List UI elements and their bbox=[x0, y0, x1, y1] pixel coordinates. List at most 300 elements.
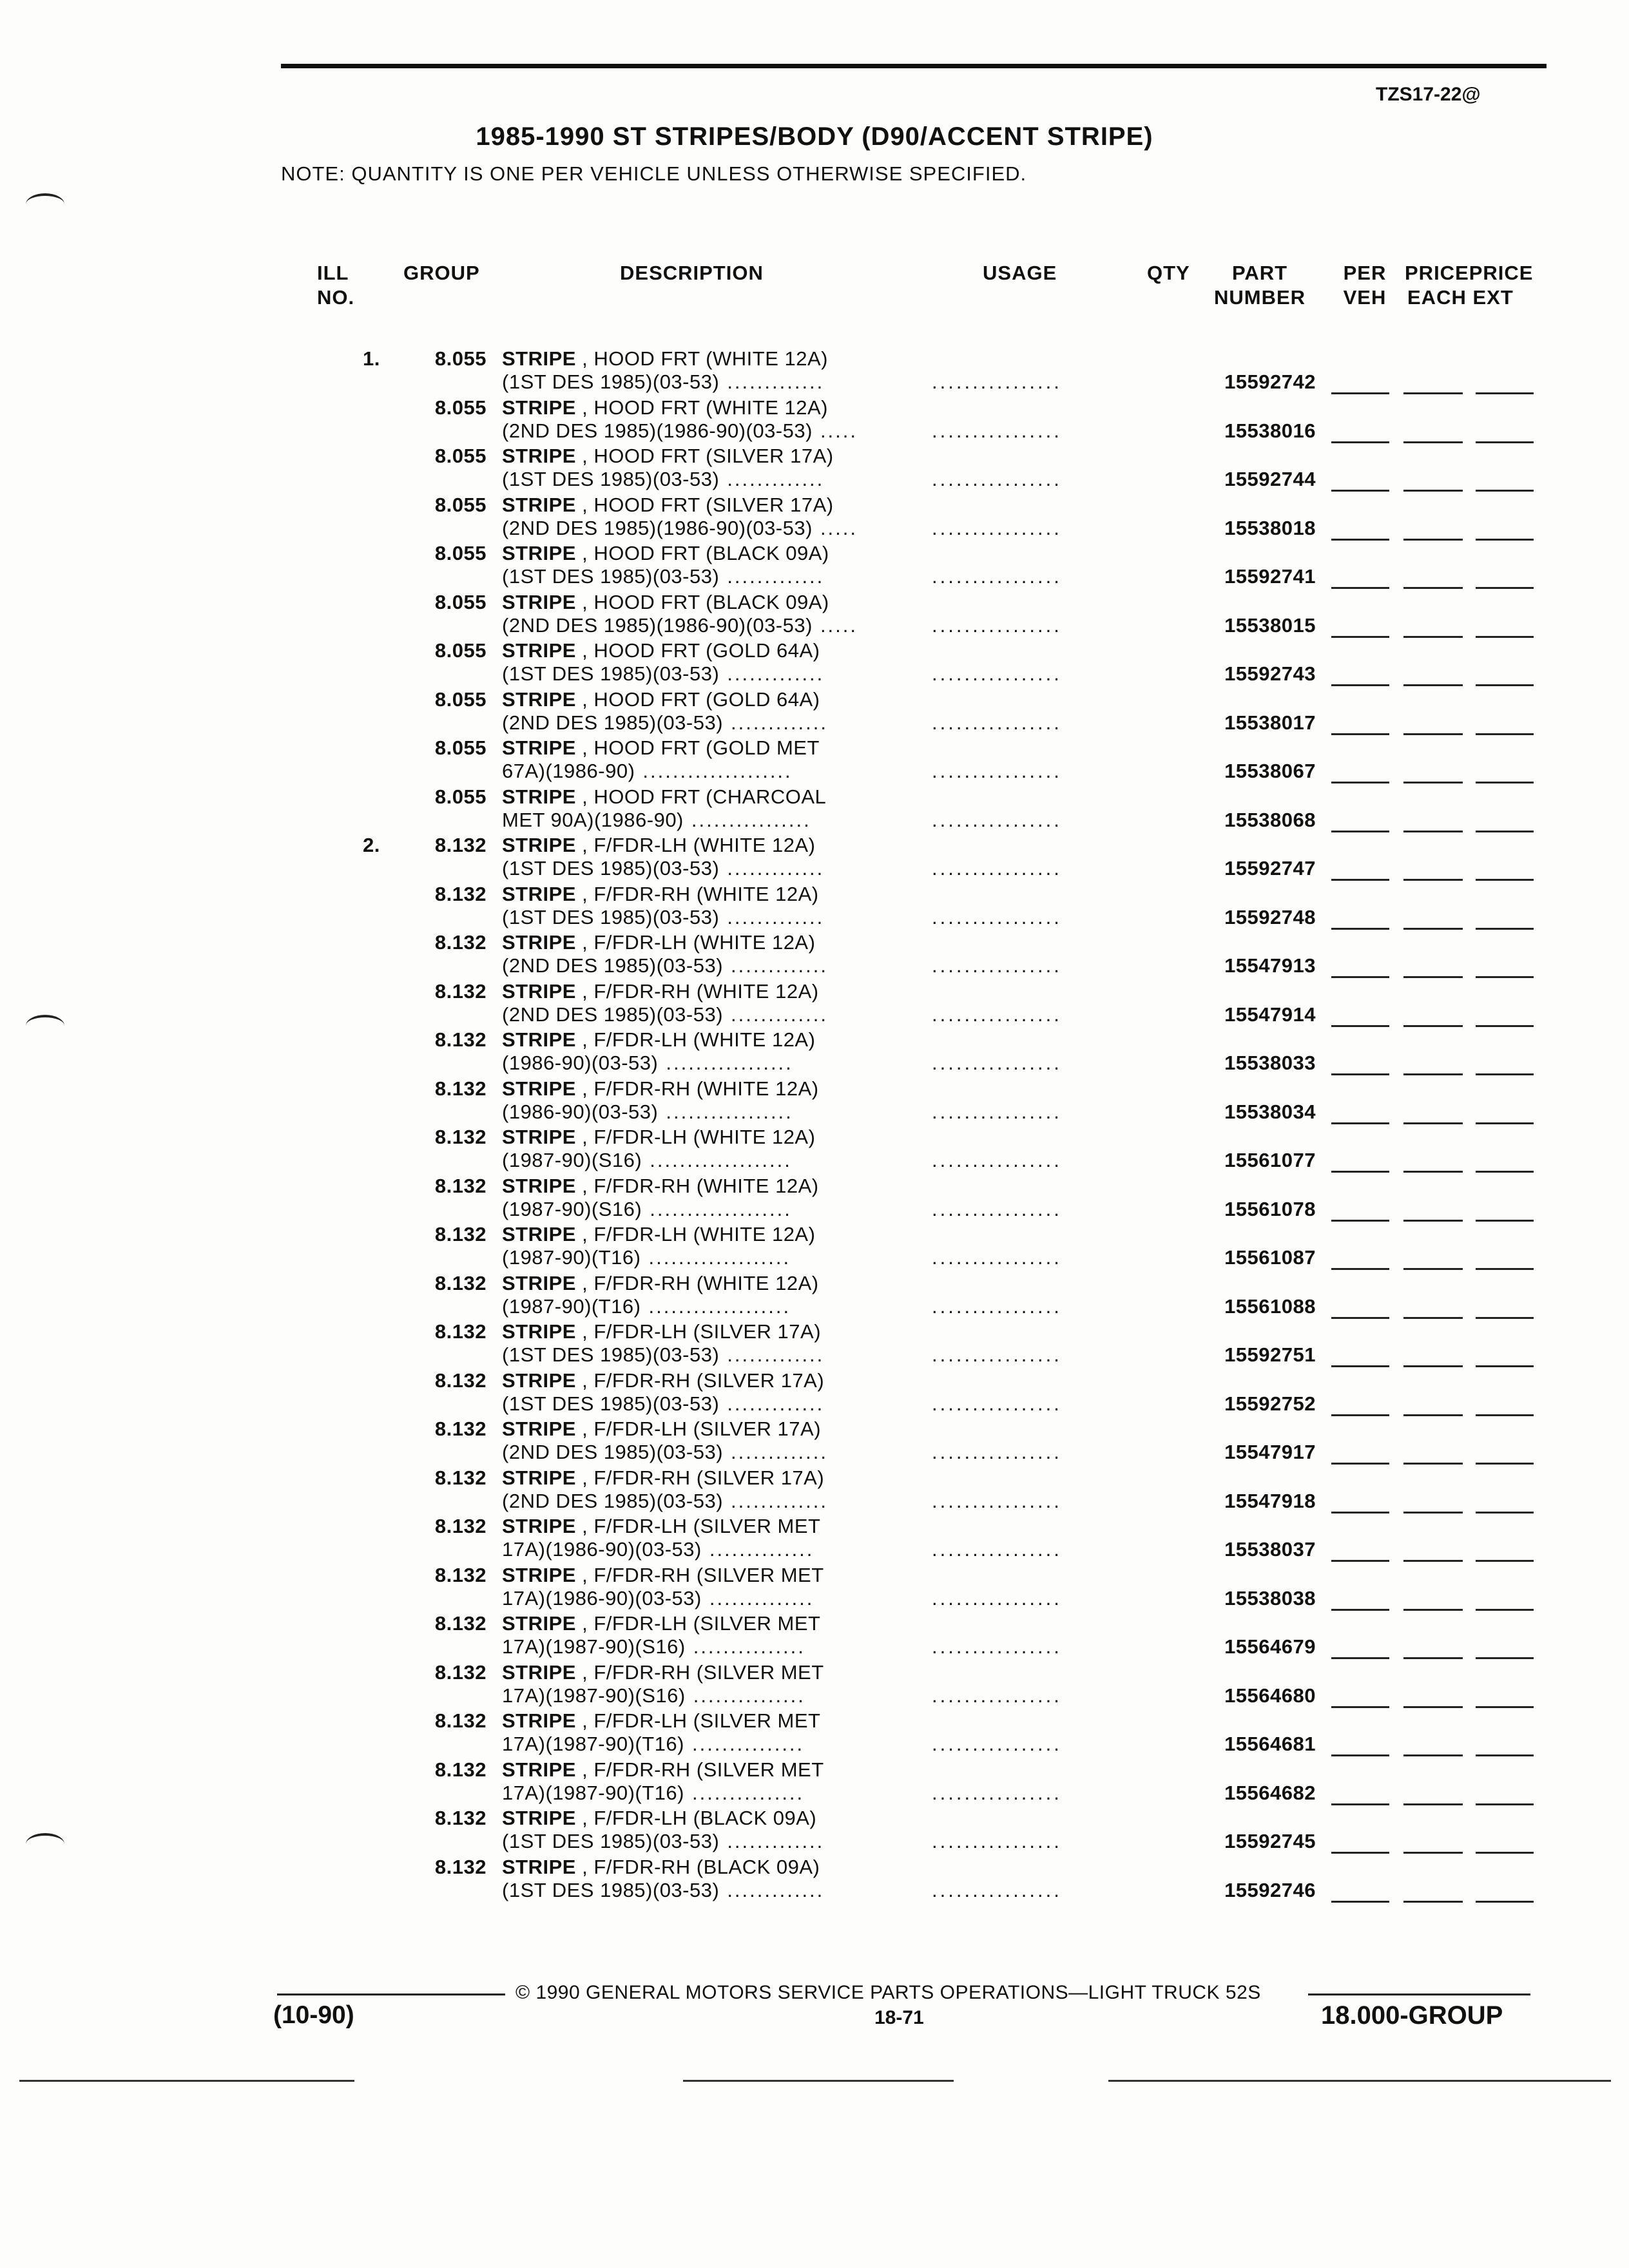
header-each-ext bbox=[1405, 285, 1533, 310]
quantity-note: NOTE: QUANTITY IS ONE PER VEHICLE UNLESS OTHERWISE SPECIFIED. bbox=[281, 162, 1027, 185]
part-number: 15592748 bbox=[1224, 905, 1316, 928]
leader-dots: .................... bbox=[642, 760, 793, 782]
description-line-1 bbox=[502, 1709, 821, 1733]
table-row bbox=[0, 1123, 1629, 1172]
header-part-label: PART bbox=[1231, 262, 1288, 284]
item-detail: , F/FDR-RH (WHITE 12A) bbox=[582, 882, 819, 905]
description-line-1 bbox=[502, 494, 834, 517]
usage-leader: ................ bbox=[932, 1441, 1062, 1463]
header-price bbox=[1405, 261, 1533, 310]
footer-rule-left bbox=[277, 1994, 505, 1995]
ill-number: 1. bbox=[363, 347, 380, 370]
description-line-2 bbox=[502, 711, 828, 735]
item-detail: , F/FDR-RH (WHITE 12A) bbox=[582, 1077, 819, 1100]
description-line-2 bbox=[502, 1295, 791, 1318]
item-detail: , F/FDR-RH (SILVER MET bbox=[582, 1660, 824, 1684]
leader-dots: ................... bbox=[650, 1197, 792, 1220]
item-detail: , F/FDR-RH (WHITE 12A) bbox=[582, 1271, 819, 1294]
item-name: STRIPE bbox=[502, 1271, 576, 1294]
item-detail: , F/FDR-RH (SILVER MET bbox=[582, 1758, 824, 1781]
leader-dots: ................... bbox=[648, 1294, 791, 1318]
item-name: STRIPE bbox=[502, 639, 576, 662]
usage-leader: ................ bbox=[932, 1343, 1062, 1366]
item-spec: (1ST DES 1985)(03-53) bbox=[502, 1878, 720, 1901]
table-row bbox=[0, 831, 1629, 880]
group-number: 8.055 bbox=[434, 590, 487, 613]
group-number: 8.055 bbox=[434, 639, 487, 662]
group-number: 8.132 bbox=[434, 1077, 487, 1100]
table-row bbox=[0, 1512, 1629, 1561]
bottom-rule-left bbox=[19, 2080, 354, 2082]
description-line-2 bbox=[502, 565, 824, 588]
item-name: STRIPE bbox=[502, 979, 576, 1003]
leader-dots: ............. bbox=[727, 905, 825, 928]
usage-leader: ................ bbox=[932, 1635, 1062, 1658]
part-number: 15592752 bbox=[1224, 1392, 1316, 1415]
group-number: 8.132 bbox=[434, 1369, 487, 1392]
leader-dots: ............. bbox=[727, 1878, 825, 1901]
description-line-2 bbox=[502, 1100, 793, 1124]
part-number: 15538034 bbox=[1224, 1100, 1316, 1123]
usage-leader: ................ bbox=[932, 1197, 1062, 1220]
part-number: 15561088 bbox=[1224, 1294, 1316, 1318]
table-row bbox=[0, 977, 1629, 1026]
part-number: 15592744 bbox=[1224, 468, 1316, 490]
usage-leader: ................ bbox=[932, 1781, 1062, 1804]
table-row bbox=[0, 1707, 1629, 1756]
part-number: 15538038 bbox=[1224, 1586, 1316, 1610]
description-line-1 bbox=[502, 1126, 815, 1149]
item-spec: 17A)(1987-90)(S16) bbox=[502, 1635, 686, 1658]
part-number: 15564680 bbox=[1224, 1684, 1316, 1707]
item-detail: , F/FDR-LH (SILVER MET bbox=[582, 1515, 821, 1537]
table-row bbox=[0, 1075, 1629, 1124]
item-name: STRIPE bbox=[502, 1320, 576, 1343]
price-ext-blank bbox=[1476, 1901, 1534, 1903]
item-detail: , F/FDR-LH (BLACK 09A) bbox=[582, 1807, 817, 1829]
item-name: STRIPE bbox=[502, 1466, 576, 1489]
item-spec: (1ST DES 1985)(03-53) bbox=[502, 857, 720, 879]
table-row bbox=[0, 734, 1629, 783]
item-detail: , F/FDR-LH (WHITE 12A) bbox=[582, 1028, 816, 1051]
part-number: 15547914 bbox=[1224, 1003, 1316, 1026]
item-spec: (1ST DES 1985)(03-53) bbox=[502, 1343, 720, 1366]
part-number: 15561087 bbox=[1224, 1246, 1316, 1269]
description-line-1 bbox=[502, 1564, 824, 1587]
description-line-2 bbox=[502, 954, 828, 977]
item-name: STRIPE bbox=[502, 1126, 576, 1148]
description-line-2 bbox=[502, 809, 811, 832]
item-spec: (1987-90)(T16) bbox=[502, 1246, 641, 1269]
item-detail: , HOOD FRT (GOLD MET bbox=[582, 736, 820, 759]
item-name: STRIPE bbox=[502, 882, 576, 905]
header-ext-label: EXT bbox=[1472, 286, 1514, 309]
item-name: STRIPE bbox=[502, 1855, 576, 1878]
item-spec: (1986-90)(03-53) bbox=[502, 1100, 659, 1123]
description-line-1 bbox=[502, 1077, 819, 1100]
header-no-label: NO. bbox=[317, 286, 355, 309]
description-line-2 bbox=[502, 1198, 792, 1221]
part-number: 15538037 bbox=[1224, 1538, 1316, 1561]
table-row bbox=[0, 539, 1629, 588]
description-line-1 bbox=[502, 1612, 821, 1635]
group-number: 8.055 bbox=[434, 542, 487, 564]
item-spec: (1987-90)(S16) bbox=[502, 1197, 642, 1220]
item-name: STRIPE bbox=[502, 1563, 576, 1586]
leader-dots: ............... bbox=[693, 1635, 805, 1658]
leader-dots: ............. bbox=[727, 662, 825, 685]
leader-dots: ................. bbox=[666, 1052, 793, 1074]
item-spec: (2ND DES 1985)(03-53) bbox=[502, 954, 724, 977]
usage-leader: ................ bbox=[932, 1733, 1062, 1755]
binder-hole-mark bbox=[26, 1833, 64, 1855]
leader-dots: ............. bbox=[727, 1392, 825, 1415]
usage-leader: ................ bbox=[932, 662, 1062, 685]
item-spec: (1ST DES 1985)(03-53) bbox=[502, 1392, 720, 1415]
item-name: STRIPE bbox=[502, 1369, 576, 1392]
description-line-1 bbox=[502, 736, 820, 760]
item-detail: , F/FDR-RH (SILVER 17A) bbox=[582, 1369, 825, 1392]
description-line-1 bbox=[502, 445, 834, 468]
item-detail: , HOOD FRT (BLACK 09A) bbox=[582, 590, 829, 613]
header-per-label: PER bbox=[1343, 262, 1387, 284]
description-line-2 bbox=[502, 906, 824, 929]
top-rule bbox=[281, 64, 1547, 68]
description-line-1 bbox=[502, 639, 820, 662]
leader-dots: ............. bbox=[727, 1830, 825, 1852]
description-line-2 bbox=[502, 468, 824, 491]
group-number: 8.132 bbox=[434, 979, 487, 1003]
header-description: DESCRIPTION bbox=[620, 262, 764, 284]
table-row bbox=[0, 491, 1629, 540]
item-spec: 17A)(1987-90)(S16) bbox=[502, 1684, 686, 1707]
description-line-1 bbox=[502, 1369, 824, 1392]
usage-leader: ................ bbox=[932, 1878, 1062, 1901]
header-each-label: EACH bbox=[1407, 286, 1467, 309]
usage-leader: ................ bbox=[932, 468, 1062, 490]
item-name: STRIPE bbox=[502, 542, 576, 564]
description-line-2 bbox=[502, 760, 793, 783]
item-detail: , HOOD FRT (WHITE 12A) bbox=[582, 347, 828, 370]
item-spec: (2ND DES 1985)(03-53) bbox=[502, 711, 724, 734]
item-name: STRIPE bbox=[502, 1807, 576, 1829]
description-line-1 bbox=[502, 1856, 820, 1879]
item-spec: (1ST DES 1985)(03-53) bbox=[502, 662, 720, 685]
per-veh-blank bbox=[1331, 1901, 1389, 1903]
item-spec: (2ND DES 1985)(1986-90)(03-53) bbox=[502, 613, 813, 637]
table-row bbox=[0, 588, 1629, 637]
table-row bbox=[0, 1853, 1629, 1902]
footer-date: (10-90) bbox=[273, 2001, 354, 2029]
part-number: 15592746 bbox=[1224, 1878, 1316, 1901]
ill-number: 2. bbox=[363, 834, 380, 856]
leader-dots: ............. bbox=[727, 565, 825, 588]
part-number: 15538067 bbox=[1224, 760, 1316, 782]
description-line-1 bbox=[502, 591, 829, 614]
part-number: 15592743 bbox=[1224, 662, 1316, 685]
table-row bbox=[0, 1318, 1629, 1367]
table-row bbox=[0, 1658, 1629, 1707]
description-line-1 bbox=[502, 1223, 815, 1246]
description-line-1 bbox=[502, 1320, 821, 1343]
part-number: 15592747 bbox=[1224, 857, 1316, 879]
leader-dots: ............. bbox=[731, 1489, 828, 1512]
table-row bbox=[0, 1756, 1629, 1805]
item-name: STRIPE bbox=[502, 1660, 576, 1684]
usage-leader: ................ bbox=[932, 808, 1062, 831]
usage-leader: ................ bbox=[932, 1489, 1062, 1512]
item-detail: , HOOD FRT (SILVER 17A) bbox=[582, 445, 834, 467]
description-line-2 bbox=[502, 517, 858, 540]
description-line-2 bbox=[502, 1635, 805, 1658]
item-detail: , F/FDR-LH (WHITE 12A) bbox=[582, 1126, 816, 1148]
description-line-1 bbox=[502, 1028, 815, 1052]
leader-dots: ............... bbox=[693, 1684, 805, 1707]
item-detail: , F/FDR-LH (SILVER MET bbox=[582, 1709, 821, 1732]
description-line-1 bbox=[502, 1807, 816, 1830]
group-number: 8.132 bbox=[434, 931, 487, 954]
group-number: 8.132 bbox=[434, 1709, 487, 1732]
footer-page-number: 18-71 bbox=[874, 2007, 924, 2028]
item-detail: , F/FDR-LH (SILVER 17A) bbox=[582, 1418, 822, 1440]
part-number: 15538018 bbox=[1224, 516, 1316, 539]
group-number: 8.132 bbox=[434, 1126, 487, 1148]
item-name: STRIPE bbox=[502, 1077, 576, 1100]
table-row bbox=[0, 1804, 1629, 1853]
group-number: 8.055 bbox=[434, 445, 487, 467]
description-line-1 bbox=[502, 347, 828, 370]
group-number: 8.132 bbox=[434, 1174, 487, 1197]
usage-leader: ................ bbox=[932, 1684, 1062, 1707]
item-spec: MET 90A)(1986-90) bbox=[502, 808, 684, 831]
leader-dots: ............. bbox=[727, 857, 825, 879]
description-line-2 bbox=[502, 1538, 814, 1561]
usage-leader: ................ bbox=[932, 613, 1062, 637]
usage-leader: ................ bbox=[932, 760, 1062, 782]
item-spec: (1ST DES 1985)(03-53) bbox=[502, 565, 720, 588]
part-number: 15547917 bbox=[1224, 1441, 1316, 1463]
group-number: 8.055 bbox=[434, 396, 487, 419]
usage-leader: ................ bbox=[932, 516, 1062, 539]
description-line-1 bbox=[502, 931, 815, 954]
item-detail: , F/FDR-LH (WHITE 12A) bbox=[582, 1223, 816, 1245]
item-name: STRIPE bbox=[502, 785, 576, 808]
leader-dots: .............. bbox=[709, 1538, 815, 1561]
group-number: 8.132 bbox=[434, 1223, 487, 1245]
group-number: 8.132 bbox=[434, 1028, 487, 1051]
group-number: 8.055 bbox=[434, 687, 487, 711]
item-spec: (2ND DES 1985)(1986-90)(03-53) bbox=[502, 516, 813, 539]
item-detail: , F/FDR-RH (WHITE 12A) bbox=[582, 1174, 819, 1197]
leader-dots: ............. bbox=[731, 1441, 828, 1463]
description-line-1 bbox=[502, 883, 819, 906]
item-name: STRIPE bbox=[502, 445, 576, 467]
table-row bbox=[0, 345, 1629, 394]
table-row bbox=[0, 394, 1629, 443]
leader-dots: ............. bbox=[727, 1343, 825, 1366]
group-number: 8.132 bbox=[434, 1320, 487, 1343]
price-each-blank bbox=[1403, 1901, 1463, 1903]
item-name: STRIPE bbox=[502, 834, 576, 856]
leader-dots: ............... bbox=[691, 1733, 805, 1755]
page-title: 1985-1990 ST STRIPES/BODY (D90/ACCENT STRIPE) bbox=[476, 122, 1153, 151]
bottom-rule-middle bbox=[683, 2080, 954, 2082]
item-spec: (2ND DES 1985)(03-53) bbox=[502, 1489, 724, 1512]
table-row bbox=[0, 1561, 1629, 1610]
part-number: 15561077 bbox=[1224, 1149, 1316, 1171]
table-row bbox=[0, 1464, 1629, 1513]
footer-copyright: © 1990 GENERAL MOTORS SERVICE PARTS OPERATIONS—LIGHT TRUCK 52S bbox=[516, 1982, 1261, 2003]
table-row bbox=[0, 1172, 1629, 1221]
item-spec: (1ST DES 1985)(03-53) bbox=[502, 468, 720, 490]
description-line-1 bbox=[502, 1515, 821, 1538]
item-name: STRIPE bbox=[502, 347, 576, 370]
item-detail: , HOOD FRT (WHITE 12A) bbox=[582, 396, 828, 419]
item-name: STRIPE bbox=[502, 396, 576, 419]
usage-leader: ................ bbox=[932, 1392, 1062, 1415]
description-line-1 bbox=[502, 1175, 819, 1198]
item-detail: , F/FDR-LH (SILVER 17A) bbox=[582, 1320, 822, 1343]
part-number: 15538015 bbox=[1224, 613, 1316, 637]
table-row bbox=[0, 783, 1629, 832]
usage-leader: ................ bbox=[932, 565, 1062, 588]
item-detail: , F/FDR-RH (WHITE 12A) bbox=[582, 979, 819, 1003]
item-name: STRIPE bbox=[502, 1028, 576, 1051]
table-row bbox=[0, 928, 1629, 977]
item-spec: (2ND DES 1985)(03-53) bbox=[502, 1441, 724, 1463]
table-row bbox=[0, 1367, 1629, 1416]
item-spec: (2ND DES 1985)(1986-90)(03-53) bbox=[502, 419, 813, 442]
part-number: 15538016 bbox=[1224, 419, 1316, 442]
usage-leader: ................ bbox=[932, 1246, 1062, 1269]
leader-dots: ............. bbox=[731, 954, 828, 977]
binder-hole-mark bbox=[26, 1015, 64, 1037]
header-ill bbox=[317, 261, 354, 310]
item-name: STRIPE bbox=[502, 1418, 576, 1440]
description-line-2 bbox=[502, 1246, 791, 1269]
usage-leader: ................ bbox=[932, 370, 1062, 393]
item-spec: (1987-90)(S16) bbox=[502, 1149, 642, 1171]
table-row bbox=[0, 686, 1629, 735]
item-detail: , HOOD FRT (BLACK 09A) bbox=[582, 542, 829, 564]
description-line-1 bbox=[502, 1758, 824, 1782]
header-veh-label: VEH bbox=[1343, 286, 1387, 309]
leader-dots: ..... bbox=[820, 419, 858, 442]
item-detail: , HOOD FRT (CHARCOAL bbox=[582, 785, 827, 808]
group-number: 8.132 bbox=[434, 1271, 487, 1294]
group-number: 8.055 bbox=[434, 493, 487, 516]
description-line-1 bbox=[502, 834, 815, 857]
description-line-2 bbox=[502, 857, 824, 880]
leader-dots: ............... bbox=[691, 1781, 805, 1804]
description-line-1 bbox=[502, 980, 819, 1003]
item-spec: 67A)(1986-90) bbox=[502, 760, 635, 782]
item-detail: , HOOD FRT (SILVER 17A) bbox=[582, 493, 834, 516]
leader-dots: .............. bbox=[709, 1586, 815, 1610]
usage-leader: ................ bbox=[932, 1538, 1062, 1561]
description-line-1 bbox=[502, 688, 820, 711]
footer-rule-right bbox=[1308, 1994, 1530, 1995]
group-number: 8.132 bbox=[434, 1515, 487, 1537]
leader-dots: ................... bbox=[650, 1149, 792, 1171]
item-spec: (2ND DES 1985)(03-53) bbox=[502, 1003, 724, 1026]
description-line-2 bbox=[502, 662, 824, 686]
usage-leader: ................ bbox=[932, 1003, 1062, 1026]
description-line-2 bbox=[502, 370, 824, 394]
leader-dots: ..... bbox=[820, 613, 858, 637]
table-row bbox=[0, 1415, 1629, 1464]
item-detail: , F/FDR-LH (SILVER MET bbox=[582, 1612, 821, 1635]
description-line-2 bbox=[502, 1684, 805, 1707]
part-number: 15592742 bbox=[1224, 370, 1316, 393]
table-row bbox=[0, 637, 1629, 686]
group-number: 8.132 bbox=[434, 1660, 487, 1684]
header-per-veh bbox=[1339, 261, 1391, 310]
usage-leader: ................ bbox=[932, 1100, 1062, 1123]
description-line-2 bbox=[502, 1879, 824, 1902]
item-detail: , F/FDR-RH (BLACK 09A) bbox=[582, 1855, 820, 1878]
usage-leader: ................ bbox=[932, 857, 1062, 879]
part-number: 15538033 bbox=[1224, 1052, 1316, 1074]
item-name: STRIPE bbox=[502, 1515, 576, 1537]
usage-leader: ................ bbox=[932, 711, 1062, 734]
group-number: 8.055 bbox=[434, 785, 487, 808]
table-row bbox=[0, 880, 1629, 929]
item-name: STRIPE bbox=[502, 931, 576, 954]
leader-dots: ............. bbox=[727, 468, 825, 490]
item-name: STRIPE bbox=[502, 1223, 576, 1245]
usage-leader: ................ bbox=[932, 1052, 1062, 1074]
item-name: STRIPE bbox=[502, 1612, 576, 1635]
leader-dots: ............. bbox=[731, 711, 828, 734]
item-spec: (1986-90)(03-53) bbox=[502, 1052, 659, 1074]
header-usage: USAGE bbox=[983, 262, 1057, 284]
item-spec: 17A)(1987-90)(T16) bbox=[502, 1733, 684, 1755]
item-name: STRIPE bbox=[502, 687, 576, 711]
description-line-2 bbox=[502, 1587, 814, 1610]
item-detail: , F/FDR-LH (WHITE 12A) bbox=[582, 834, 816, 856]
description-line-2 bbox=[502, 1441, 828, 1464]
part-number: 15547918 bbox=[1224, 1489, 1316, 1512]
item-detail: , F/FDR-RH (SILVER MET bbox=[582, 1563, 824, 1586]
item-spec: (1ST DES 1985)(03-53) bbox=[502, 1830, 720, 1852]
parts-list bbox=[0, 345, 1629, 1901]
document-code: TZS17-22@ bbox=[1376, 84, 1481, 105]
part-number: 15592745 bbox=[1224, 1830, 1316, 1852]
description-line-2 bbox=[502, 1733, 804, 1756]
usage-leader: ................ bbox=[932, 1586, 1062, 1610]
item-name: STRIPE bbox=[502, 736, 576, 759]
item-name: STRIPE bbox=[502, 493, 576, 516]
usage-leader: ................ bbox=[932, 954, 1062, 977]
description-line-2 bbox=[502, 1782, 804, 1805]
description-line-1 bbox=[502, 396, 828, 419]
table-row bbox=[0, 1610, 1629, 1658]
part-number: 15561078 bbox=[1224, 1197, 1316, 1220]
group-number: 8.132 bbox=[434, 1418, 487, 1440]
group-number: 8.132 bbox=[434, 882, 487, 905]
item-spec: 17A)(1986-90)(03-53) bbox=[502, 1586, 702, 1610]
item-detail: , HOOD FRT (GOLD 64A) bbox=[582, 687, 820, 711]
leader-dots: ................... bbox=[648, 1246, 791, 1269]
part-number: 15547913 bbox=[1224, 954, 1316, 977]
leader-dots: ................ bbox=[691, 808, 811, 831]
item-spec: (1987-90)(T16) bbox=[502, 1294, 641, 1318]
part-number: 15564679 bbox=[1224, 1635, 1316, 1658]
item-detail: , F/FDR-RH (SILVER 17A) bbox=[582, 1466, 825, 1489]
header-number-label: NUMBER bbox=[1213, 286, 1306, 309]
part-number: 15538017 bbox=[1224, 711, 1316, 734]
